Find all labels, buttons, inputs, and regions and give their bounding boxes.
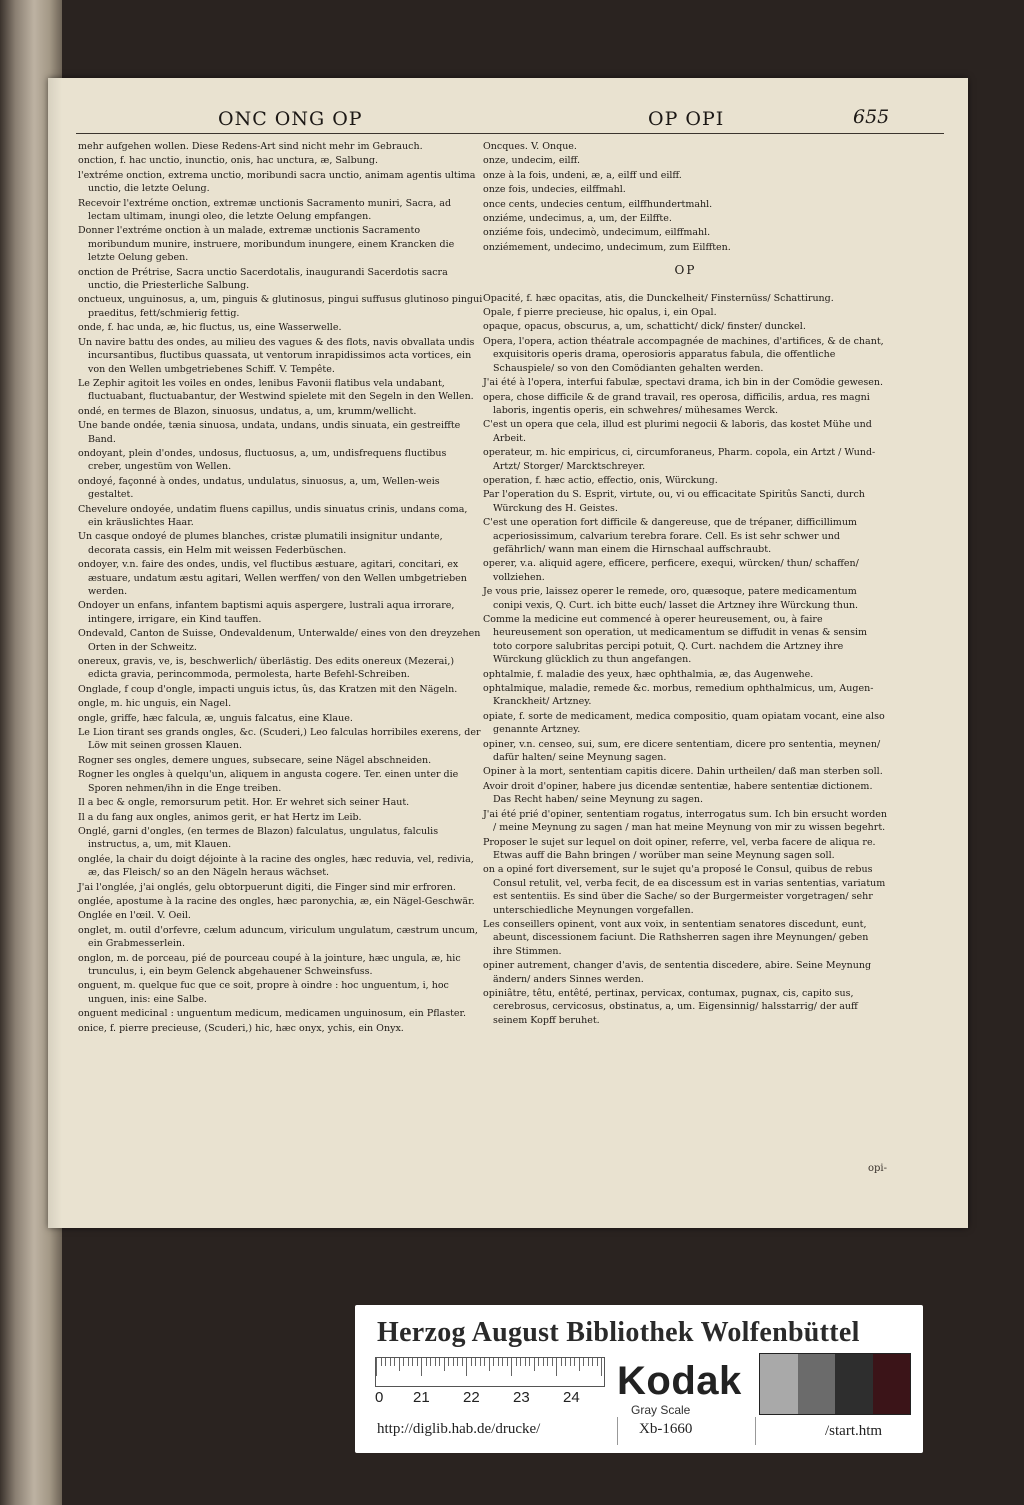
- ruler-ticks: [376, 1358, 604, 1376]
- dictionary-entry: onglet, m. outil d'orfevre, cælum aduncum, viriculum ungulatum, cæstrum uncum, ein Grabmesserlein.: [78, 924, 478, 950]
- ruler-tick: [574, 1358, 575, 1366]
- ruler-tick: [408, 1358, 409, 1366]
- gray-scale-label: Gray Scale: [631, 1403, 691, 1417]
- ruler-tick: [471, 1358, 472, 1366]
- ruler-tick: [439, 1358, 440, 1366]
- ruler-tick: [592, 1358, 593, 1366]
- ruler-tick: [529, 1358, 530, 1366]
- dictionary-entry: operer, v.a. aliquid agere, efficere, perficere, exequi, würcken/ thun/ schaffen/ vollziehen.: [483, 558, 859, 583]
- ruler-tick: [385, 1358, 386, 1366]
- ruler-tick: [597, 1358, 598, 1366]
- dictionary-entry: onglon, m. de porceau, pié de pourceau coupé à la jointure, hæc ungula, æ, hic trunculus, i, ein beym Gelenck abgehauener Schweinsfuss.: [78, 952, 461, 977]
- ruler-tick: [475, 1358, 476, 1366]
- header-rule: [76, 133, 944, 134]
- dictionary-entry: Par l'operation du S. Esprit, virtute, ou, vi ou efficacitate Spiritûs Sancti, durch Würckung des H. Geistes.: [483, 489, 865, 514]
- dictionary-entry: onziémement, undecimo, undecimum, zum Eilfften.: [483, 241, 731, 253]
- dictionary-entry: Opera, l'opera, action théatrale accompagnée de machines, d'artifices, & de chant, exquisitoris operis drama, operosioris apparatus fabula, die offentliche Schauspiele/ so von den Comödianten gehalten werden.: [483, 335, 884, 374]
- ruler-tick: [570, 1358, 571, 1366]
- card-divider: [755, 1417, 756, 1445]
- dictionary-entry: Onglée en l'œil. V. Oeil.: [78, 910, 191, 922]
- ruler-tick: [543, 1358, 544, 1366]
- kodak-logo: Kodak: [617, 1359, 742, 1403]
- dictionary-entry: onctueux, unguinosus, a, um, pinguis & glutinosus, pingui suffusus glutinoso pingui praeditus, fett/schmierig fettig.: [78, 294, 483, 319]
- ruler-tick: [421, 1358, 422, 1376]
- dictionary-entry: Oncques. V. Onque.: [483, 141, 577, 152]
- dictionary-entry: onice, f. pierre precieuse, (Scuderi,) hic, hæc onyx, ychis, ein Onyx.: [78, 1022, 404, 1034]
- ruler-tick: [453, 1358, 454, 1366]
- ruler-label: 24: [563, 1389, 580, 1406]
- card-url: http://diglib.hab.de/drucke/: [377, 1421, 541, 1437]
- card-title: Herzog August Bibliothek Wolfenbüttel: [377, 1317, 860, 1348]
- dictionary-entry: onction de Prétrise, Sacra unctio Sacerdotalis, inaugurandi Sacerdotis sacra unctio, die Priesterliche Salbung.: [78, 266, 448, 292]
- dictionary-entry: opiner autrement, changer d'avis, de sententia discedere, abire. Seine Meynung ändern/ anders Sinnes werden.: [483, 960, 872, 985]
- gray-scale-patches: [759, 1353, 911, 1415]
- ruler-tick: [601, 1358, 602, 1376]
- dictionary-entry: Recevoir l'extréme onction, extremæ unctionis Sacramento muniri, Sacra, ad lectam ultimam, inungi oleo, die letzte Oelung empfangen.: [78, 197, 452, 223]
- dictionary-entry: Opacité, f. hæc opacitas, atis, die Dunckelheit/ Finsternüss/ Schattirung.: [483, 292, 834, 304]
- ruler-tick: [426, 1358, 427, 1366]
- dictionary-entry: onglée, la chair du doigt déjointe à la racine des ongles, hæc reduvia, vel, redivia, æ, das Fleisch/ so an den Nägeln heraus wächset.: [78, 853, 474, 879]
- card-divider: [617, 1417, 618, 1445]
- right-column-entries: [483, 292, 888, 1028]
- dictionary-entry: Comme la medicine eut commencé à operer heureusement, ou, à faire heureusement son operation, ut medicamentum se diffudit in venas & sensim toto corpore salubritas percipi potuit, Q. Curt. nachdem die Artzney ihre Würckung glücklich zu thun angefangen.: [483, 614, 868, 666]
- dictionary-entry: onziéme, undecimus, a, um, der Eilffte.: [483, 213, 672, 225]
- ruler-tick: [399, 1358, 400, 1371]
- dictionary-entry: ophtalmique, maladie, remede &c. morbus, remedium ophthalmicus, um, Augen-Kranckheit/ Artzney.: [483, 683, 874, 708]
- dictionary-entry: Ondoyer un enfans, infantem baptismi aquis aspergere, lustrali aqua irrorare, intingere, irrigare, ein Kind tauffen.: [78, 600, 455, 625]
- dictionary-entry: opiate, f. sorte de medicament, medica compositio, quam opiatam vocant, eine also genannte Artzney.: [483, 710, 885, 736]
- dictionary-entry: Je vous prie, laissez operer le remede, oro, quæsoque, patere medicamentum conipi vexis, Q. Curt. ich bitte euch/ lasset die Artzney ihre Würckung thun.: [483, 586, 859, 611]
- ruler-tick: [588, 1358, 589, 1366]
- dictionary-entry: onze à la fois, undeni, æ, a, eilff und eilff.: [483, 169, 682, 181]
- section-heading: OP: [674, 263, 697, 278]
- dictionary-entry: C'est une operation fort difficile & dangereuse, que de trépaner, difficillimum acperiosissimum, calvarium terebra forare. Cell. Es ist sehr schwer und gefährlich/ wann man einem die Hirnschaal auffschraubt.: [483, 517, 857, 555]
- dictionary-entry: Chevelure ondoyée, undatim fluens capillus, undis sinuatus crinis, undans coma, ein kräuslichtes Haar.: [78, 503, 468, 528]
- ruler-tick: [444, 1358, 445, 1371]
- ruler-tick: [376, 1358, 377, 1376]
- ruler-tick: [520, 1358, 521, 1366]
- ruler-label: 23: [513, 1389, 530, 1406]
- ruler-tick: [480, 1358, 481, 1366]
- ruler-tick: [412, 1358, 413, 1366]
- ruler-label: 0: [375, 1389, 384, 1406]
- dictionary-entry: C'est un opera que cela, illud est plurimi negocii & laboris, das kostet Mühe und Arbeit.: [483, 419, 872, 444]
- ruler-tick: [534, 1358, 535, 1371]
- ruler-tick: [565, 1358, 566, 1366]
- shelfmark: Xb-1660: [639, 1421, 693, 1437]
- ruler-tick: [516, 1358, 517, 1366]
- ruler-tick: [394, 1358, 395, 1366]
- ruler-tick: [507, 1358, 508, 1366]
- dictionary-entry: onction, f. hac unctio, inunctio, onis, hac unctura, æ, Salbung.: [78, 155, 378, 167]
- dictionary-entry: ophtalmie, f. maladie des yeux, hæc ophthalmia, æ, das Augenwehe.: [483, 668, 814, 680]
- ruler-tick: [484, 1358, 485, 1366]
- page-number: 655: [853, 106, 890, 128]
- dictionary-entry: Rogner ses ongles, demere ungues, subsecare, seine Nägel abschneiden.: [78, 754, 432, 766]
- ruler-tick: [435, 1358, 436, 1366]
- dictionary-entry: ongle, griffe, hæc falcula, æ, unguis falcatus, eine Klaue.: [78, 712, 353, 724]
- running-head-left: ONC ONG OP: [218, 108, 363, 130]
- ruler-tick: [462, 1358, 463, 1366]
- dictionary-entry: Onglade, f coup d'ongle, impacti unguis ictus, ûs, das Kratzen mit den Nägeln.: [78, 683, 458, 695]
- dictionary-entry: once cents, undecies centum, eilffhundertmahl.: [483, 198, 713, 210]
- dictionary-entry: Un casque ondoyé de plumes blanches, cristæ plumatili insignitur undante, decorata cassis, ein Helm mit weissen Federbüschen.: [78, 531, 443, 556]
- dictionary-entry: ondoyant, plein d'ondes, undosus, fluctuosus, a, um, undisfrequens fluctibus creber, ungestüm von Wellen.: [78, 447, 447, 473]
- dictionary-entry: Le Lion tirant ses grands ongles, &c. (Scuderi,) Leo falculas horribiles exerens, der Löw mit seinen grossen Klauen.: [78, 727, 481, 752]
- dictionary-entry: Opiner à la mort, sententiam capitis dicere. Dahin urtheilen/ daß man sterben soll.: [483, 766, 883, 778]
- dictionary-entry: opiniâtre, têtu, entêté, pertinax, pervicax, contumax, pugnax, cis, capito sus, cerebrosus, cervicosus, obstinatus, a, um. Eigensinnig/ halsstarrig/ der auff seinem Kopff beruhet.: [483, 987, 858, 1026]
- dictionary-entry: onze fois, undecies, eilffmahl.: [483, 184, 626, 196]
- dictionary-entry: Opale, f pierre precieuse, hic opalus, i, ein Opal.: [483, 307, 717, 319]
- ruler-label: 21: [413, 1389, 430, 1406]
- gray-patch: [760, 1354, 798, 1414]
- ruler-tick: [525, 1358, 526, 1366]
- ruler-tick: [579, 1358, 580, 1371]
- dictionary-entry: Il a du fang aux ongles, animos gerit, er hat Hertz im Leib.: [78, 811, 362, 823]
- dictionary-entry: operation, f. hæc actio, effectio, onis, Würckung.: [483, 474, 718, 486]
- catchword: opi-: [868, 1163, 887, 1174]
- dictionary-entry: Onglé, garni d'ongles, (en termes de Blazon) falculatus, ungulatus, falculis instructus, a, um, mit Klauen.: [78, 825, 439, 851]
- dictionary-entry: Donner l'extréme onction à un malade, extremæ unctionis Sacramento moribundum munire, instruere, moribundum inungere, einem Krancken die letzte Oelung geben.: [78, 225, 455, 264]
- dictionary-entry: operateur, m. hic empiricus, ci, circumforaneus, Pharm. copola, ein Artzt / Wund-Artzt/ Storger/ Marcktschreyer.: [483, 447, 876, 472]
- left-column: [78, 140, 483, 1036]
- start-link: /start.htm: [825, 1423, 883, 1439]
- dictionary-entry: Proposer le sujet sur lequel on doit opiner, referre, vel, verba facere de aliqua re. Etwas auff die Bahn bringen / worüber man seine Meynung sagen soll.: [483, 836, 876, 861]
- dictionary-entry: on a opiné fort diversement, sur le sujet qu'a proposé le Consul, quibus de rebus Consul retulit, vel, verba fecit, de ea discessum est in varias sententias, variatum est sententiis. Es sind über die Sache/ so der Burgermeister vorgetragen/ sehr unterschiedliche Meynungen vorgefallen.: [483, 864, 886, 916]
- dictionary-entry: Ondevald, Canton de Suisse, Ondevaldenum, Unterwalde/ eines von den dreyzehen Orten in der Schweitz.: [78, 628, 481, 653]
- book-page: [48, 78, 968, 1228]
- dictionary-entry: Un navire battu des ondes, au milieu des vagues & des flots, navis obvallata undis incursantibus, fluctibus quassata, ut ventorum inrapidissimos acta vortices, ein von den Wellen umbgetriebenes Schiff. V. Tempête.: [78, 336, 475, 375]
- ruler-tick: [561, 1358, 562, 1366]
- dictionary-entry: ongle, m. hic unguis, ein Nagel.: [78, 698, 232, 710]
- gray-patch: [873, 1354, 911, 1414]
- dictionary-entry: ondoyer, v.n. faire des ondes, undis, vel fluctibus æstuare, agitari, concitari, ex æstuare, undatum æstu agitari, Wellen werffen/ von den Wellen umbgetrieben werden.: [78, 559, 467, 597]
- dictionary-entry: mehr aufgehen wollen. Diese Redens-Art sind nicht mehr im Gebrauch.: [78, 141, 423, 152]
- dictionary-entry: ondé, en termes de Blazon, sinuosus, undatus, a, um, krumm/wellicht.: [78, 405, 417, 417]
- ruler-tick: [403, 1358, 404, 1366]
- ruler-tick: [390, 1358, 391, 1366]
- ruler-tick: [489, 1358, 490, 1371]
- dictionary-entry: onglée, apostume à la racine des ongles, hæc paronychia, æ, ein Nägel-Geschwär.: [78, 895, 475, 907]
- dictionary-entry: opaque, opacus, obscurus, a, um, schatticht/ dick/ finster/ dunckel.: [483, 321, 806, 333]
- dictionary-entry: Rogner les ongles à quelqu'un, aliquem in angusta cogere. Ter. einen unter die Sporen nehmen/ihn in die Enge treiben.: [78, 769, 459, 794]
- ruler-tick: [498, 1358, 499, 1366]
- dictionary-entry: ondoyé, façonné à ondes, undatus, undulatus, sinuosus, a, um, Wellen-weis gestaltet.: [78, 475, 440, 501]
- dictionary-entry: J'ai été à l'opera, interfui fabulæ, spectavi drama, ich bin in der Comödie gewesen.: [483, 377, 884, 389]
- ruler-tick: [466, 1358, 467, 1376]
- ruler-tick: [381, 1358, 382, 1366]
- right-column: [483, 140, 888, 1028]
- gray-patch: [835, 1354, 873, 1414]
- ruler-tick: [448, 1358, 449, 1366]
- dictionary-entry: Les conseillers opinent, vont aux voix, in sententiam senatores discedunt, eunt, abeunt, discessionem faciunt. Die Rathsherren sagen ihre Meynungen/ geben ihre Stimmen.: [483, 918, 869, 957]
- dictionary-entry: onguent, m. quelque fuc que ce soit, propre à oindre : hoc unguentum, i, hoc unguen, inis: eine Salbe.: [78, 980, 449, 1005]
- ruler-tick: [547, 1358, 548, 1366]
- dictionary-entry: Il a bec & ongle, remorsurum petit. Hor. Er wehret sich seiner Haut.: [78, 797, 410, 809]
- dictionary-entry: onguent medicinal : unguentum medicum, medicamen unguinosum, ein Pflaster.: [78, 1008, 467, 1020]
- running-head-right: OP OPI: [648, 108, 725, 130]
- ruler-tick: [417, 1358, 418, 1366]
- dictionary-entry: Une bande ondée, tænia sinuosa, undata, undans, undis sinuata, ein gestreiffte Band.: [78, 420, 461, 445]
- page-gutter-shadow: [48, 78, 62, 1228]
- gray-patch: [798, 1354, 836, 1414]
- dictionary-entry: J'ai été prié d'opiner, sententiam rogatus, interrogatus sum. Ich bin ersucht worden / meine Meynung zu sagen / man hat meine Meynung von mir zu wissen begehrt.: [483, 808, 888, 834]
- ruler-tick: [502, 1358, 503, 1366]
- dictionary-entry: onze, undecim, eilff.: [483, 155, 580, 167]
- dictionary-entry: Le Zephir agitoit les voiles en ondes, lenibus Favonii flatibus vela undabant, fluctuabant, fluctuabantur, der Westwind spielete mit den Segeln in den Wellen.: [78, 377, 474, 403]
- library-color-card: [355, 1305, 923, 1453]
- dictionary-entry: onde, f. hac unda, æ, hic fluctus, us, eine Wasserwelle.: [78, 322, 342, 334]
- dictionary-entry: l'extréme onction, extrema unctio, moribundi sacra unctio, animam agentis ultima unctio, die letzte Oelung.: [78, 169, 476, 195]
- ruler-tick: [457, 1358, 458, 1366]
- ruler-tick: [556, 1358, 557, 1376]
- ruler-tick: [493, 1358, 494, 1366]
- right-column-top-entries: [483, 140, 888, 254]
- dictionary-entry: onereux, gravis, ve, is, beschwerlich/ überlästig. Des edits onereux (Mezerai,) edicta gravia, perincommoda, permolesta, harte Befehl-Schreiben.: [78, 656, 455, 681]
- ruler-tick: [583, 1358, 584, 1366]
- ruler-tick: [430, 1358, 431, 1366]
- measurement-ruler: [375, 1357, 605, 1387]
- ruler-tick: [511, 1358, 512, 1376]
- dictionary-entry: J'ai l'onglée, j'ai onglés, gelu obtorpuerunt digiti, die Finger sind mir erfroren.: [78, 881, 456, 893]
- dictionary-entry: onziéme fois, undecimò, undecimum, eilffmahl.: [483, 227, 711, 239]
- dictionary-entry: opiner, v.n. censeo, sui, sum, ere dicere sententiam, dicere pro sententia, meynen/ dafür halten/ seine Meynung sagen.: [483, 738, 881, 764]
- dictionary-entry: opera, chose difficile & de grand travail, res operosa, difficilis, ardua, res magni laboris, ingentis operis, ein schwehres/ mühesames Werck.: [483, 391, 870, 416]
- ruler-tick: [552, 1358, 553, 1366]
- dictionary-entry: Avoir droit d'opiner, habere jus dicendæ sententiæ, habere sententiæ dictionem. Das Recht haben/ seine Meynung zu sagen.: [483, 780, 873, 806]
- ruler-label: 22: [463, 1389, 480, 1406]
- ruler-tick: [538, 1358, 539, 1366]
